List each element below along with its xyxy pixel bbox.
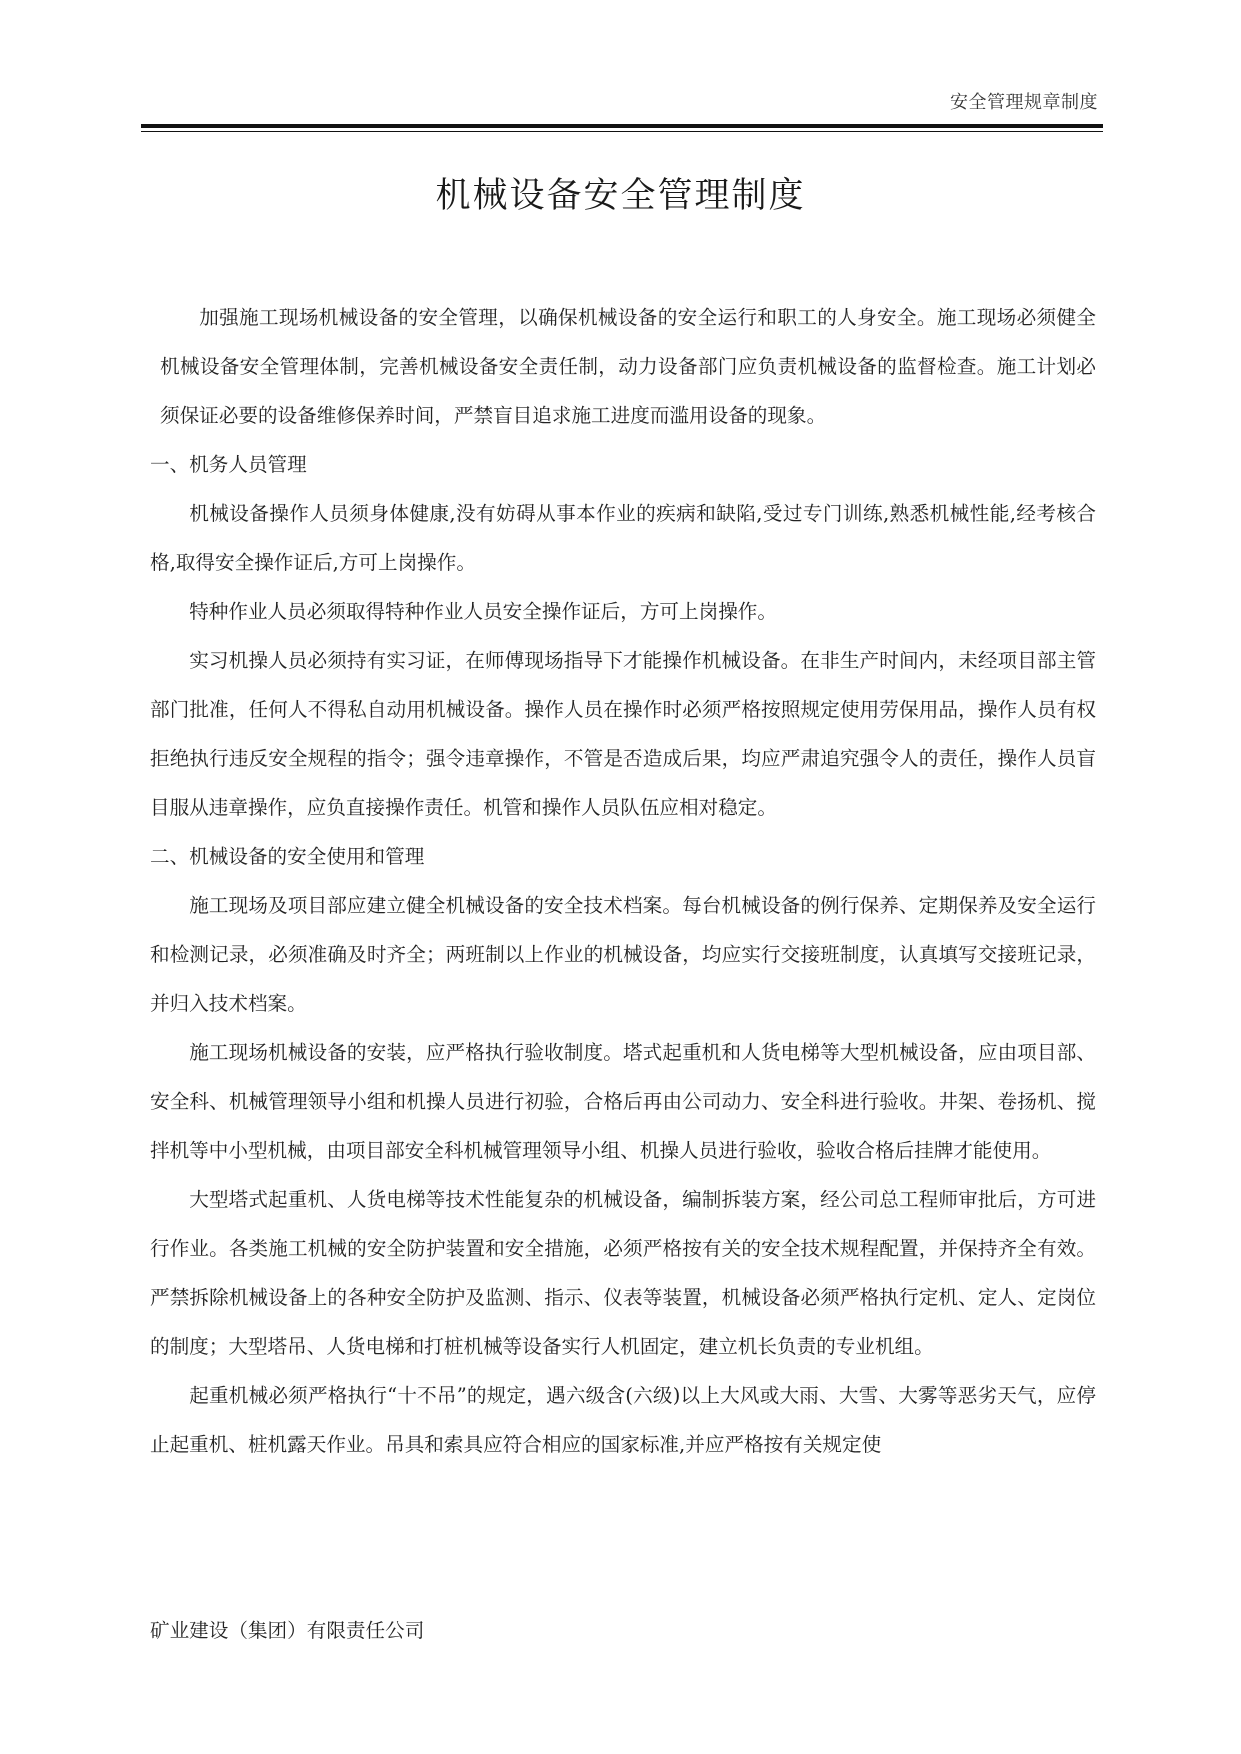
section2-paragraph-3: 大型塔式起重机、人货电梯等技术性能复杂的机械设备，编制拆装方案，经公司总工程师审批后，方可进行作业。各类施工机械的安全防护装置和安全措施，必须严格按有关的安全技术规程配置，并保持齐全有效。严禁拆除机械设备上的各种安全防护及监测、指示、仪表等装置，机械设备必须严格执行定机、定人、定岗位的制度；大型塔吊、人货电梯和打桩机械等设备实行人机固定，建立机长负责的专业机组。	[150, 1188, 1096, 1358]
header-rule-thick	[141, 124, 1103, 128]
section-heading-1: 一、机务人员管理	[150, 453, 307, 476]
section2-paragraph-4: 起重机械必须严格执行“十不吊”的规定，遇六级含(六级)以上大风或大雨、大雪、大雾等恶劣天气，应停止起重机、桩机露天作业。吊具和索具应符合相应的国家标准,并应严格按有关规定使	[150, 1384, 1096, 1456]
section1-paragraph-2: 特种作业人员必须取得特种作业人员安全操作证后，方可上岗操作。	[189, 600, 777, 623]
section2-paragraph-2: 施工现场机械设备的安装，应严格执行验收制度。塔式起重机和人货电梯等大型机械设备，应由项目部、安全科、机械管理领导小组和机操人员进行初验，合格后再由公司动力、安全科进行验收。井架、卷扬机、搅拌机等中小型机械，由项目部安全科机械管理领导小组、机操人员进行验收，验收合格后挂牌才能使用。	[150, 1041, 1096, 1162]
company-footer: 矿业建设（集团）有限责任公司	[150, 1619, 425, 1642]
section2-paragraph-1: 施工现场及项目部应建立健全机械设备的安全技术档案。每台机械设备的例行保养、定期保养及安全运行和检测记录，必须准确及时齐全；两班制以上作业的机械设备，均应实行交接班制度，认真填写交接班记录，并归入技术档案。	[150, 894, 1096, 1015]
section1-paragraph-3: 实习机操人员必须持有实习证，在师傅现场指导下才能操作机械设备。在非生产时间内，未经项目部主管部门批准，任何人不得私自动用机械设备。操作人员在操作时必须严格按照规定使用劳保用品，操作人员有权拒绝执行违反安全规程的指令；强令违章操作，不管是否造成后果，均应严肃追究强令人的责任，操作人员盲目服从违章操作，应负直接操作责任。机管和操作人员队伍应相对稳定。	[150, 649, 1096, 819]
intro-paragraph: 加强施工现场机械设备的安全管理，以确保机械设备的安全运行和职工的人身安全。施工现场必须健全机械设备安全管理体制，完善机械设备安全责任制，动力设备部门应负责机械设备的监督检查。施工计划必须保证必要的设备维修保养时间，严禁盲目追求施工进度而滥用设备的现象。	[160, 306, 1096, 427]
document-body	[150, 293, 1096, 1469]
running-header: 安全管理规章制度	[950, 92, 1098, 113]
header-rule-thin	[141, 131, 1103, 132]
document-title: 机械设备安全管理制度	[435, 176, 806, 216]
section-heading-2: 二、机械设备的安全使用和管理	[150, 845, 425, 868]
section1-paragraph-1: 机械设备操作人员须身体健康,没有妨碍从事本作业的疾病和缺陷,受过专门训练,熟悉机械性能,经考核合格,取得安全操作证后,方可上岗操作。	[150, 502, 1096, 574]
